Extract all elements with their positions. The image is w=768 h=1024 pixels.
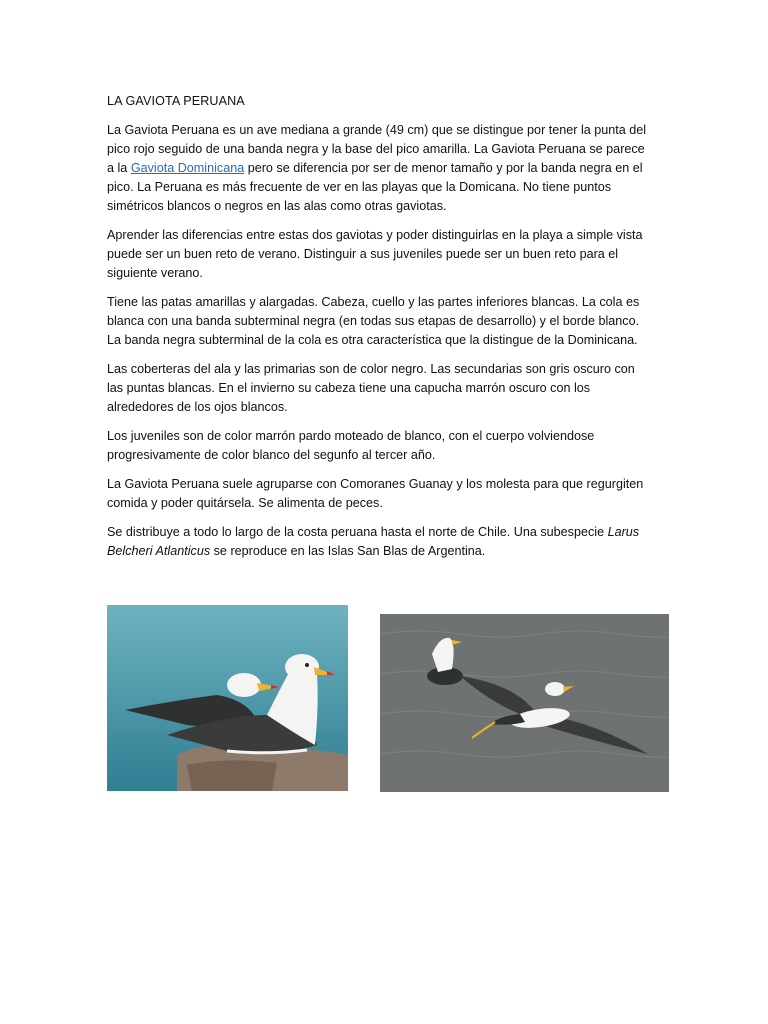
paragraph-1-text-before: La Gaviota Peruana es un ave mediana a grande (49 cm) que se distingue por tener la punta del pico rojo seguido de una banda negra y la base del pico amarilla. La Gaviota Peruana se parece a la — [107, 123, 647, 175]
paragraph-5: Los juveniles son de color marrón pardo moteado de blanco, con el cuerpo volviendose progresivamente de color blanco del segunfo al tercer año. — [107, 429, 595, 462]
gaviota-dominicana-link[interactable]: Gaviota Dominicana — [130, 161, 245, 175]
photo-gull-in-flight — [380, 614, 669, 792]
page-title: LA GAVIOTA PERUANA — [107, 94, 245, 108]
paragraph-7 — [107, 523, 647, 561]
paragraph-4: Las coberteras del ala y las primarias son de color negro. Las secundarias son gris oscuro con las puntas blancas. En el invierno su cabeza tiene una capucha marrón oscuro con los alrededores de los ojos blancos. — [107, 362, 635, 414]
paragraph-7-text-before: Se distribuye a todo lo largo de la costa peruana hasta el norte de Chile. Una subespecie — [107, 525, 608, 539]
species-name: Larus Belcheri Atlanticus — [107, 525, 640, 558]
paragraph-1-text-after: pero se diferencia por ser de menor tamaño y por la banda negra en el pico. La Peruana es más frecuente de ver en las playas que la Domicana. No tiene puntos simétricos blancos o negros en las alas como otras gaviotas. — [107, 161, 643, 213]
photo-gulls-on-rock — [107, 605, 348, 791]
paragraph-1 — [107, 121, 647, 216]
paragraph-3: Tiene las patas amarillas y alargadas. Cabeza, cuello y las partes inferiores blancas. La cola es blanca con una banda subterminal negra (en todas sus etapas de desarrollo) y el borde blanco. La banda negra subterminal de la cola es otra característica que la distingue de la Dominicana. — [107, 295, 640, 347]
paragraph-2: Aprender las diferencias entre estas dos gaviotas y poder distinguirlas en la playa a simple vista puede ser un buen reto de verano. Distinguir a sus juveniles puede ser un buen reto para el siguiente verano. — [107, 228, 643, 280]
document-body — [107, 92, 647, 571]
paragraph-6: La Gaviota Peruana suele agruparse con Comoranes Guanay y los molesta para que regurgiten comida y poder quitársela. Se alimenta de peces. — [107, 477, 644, 510]
paragraph-7-text-after: se reproduce en las Islas San Blas de Argentina. — [210, 544, 486, 558]
